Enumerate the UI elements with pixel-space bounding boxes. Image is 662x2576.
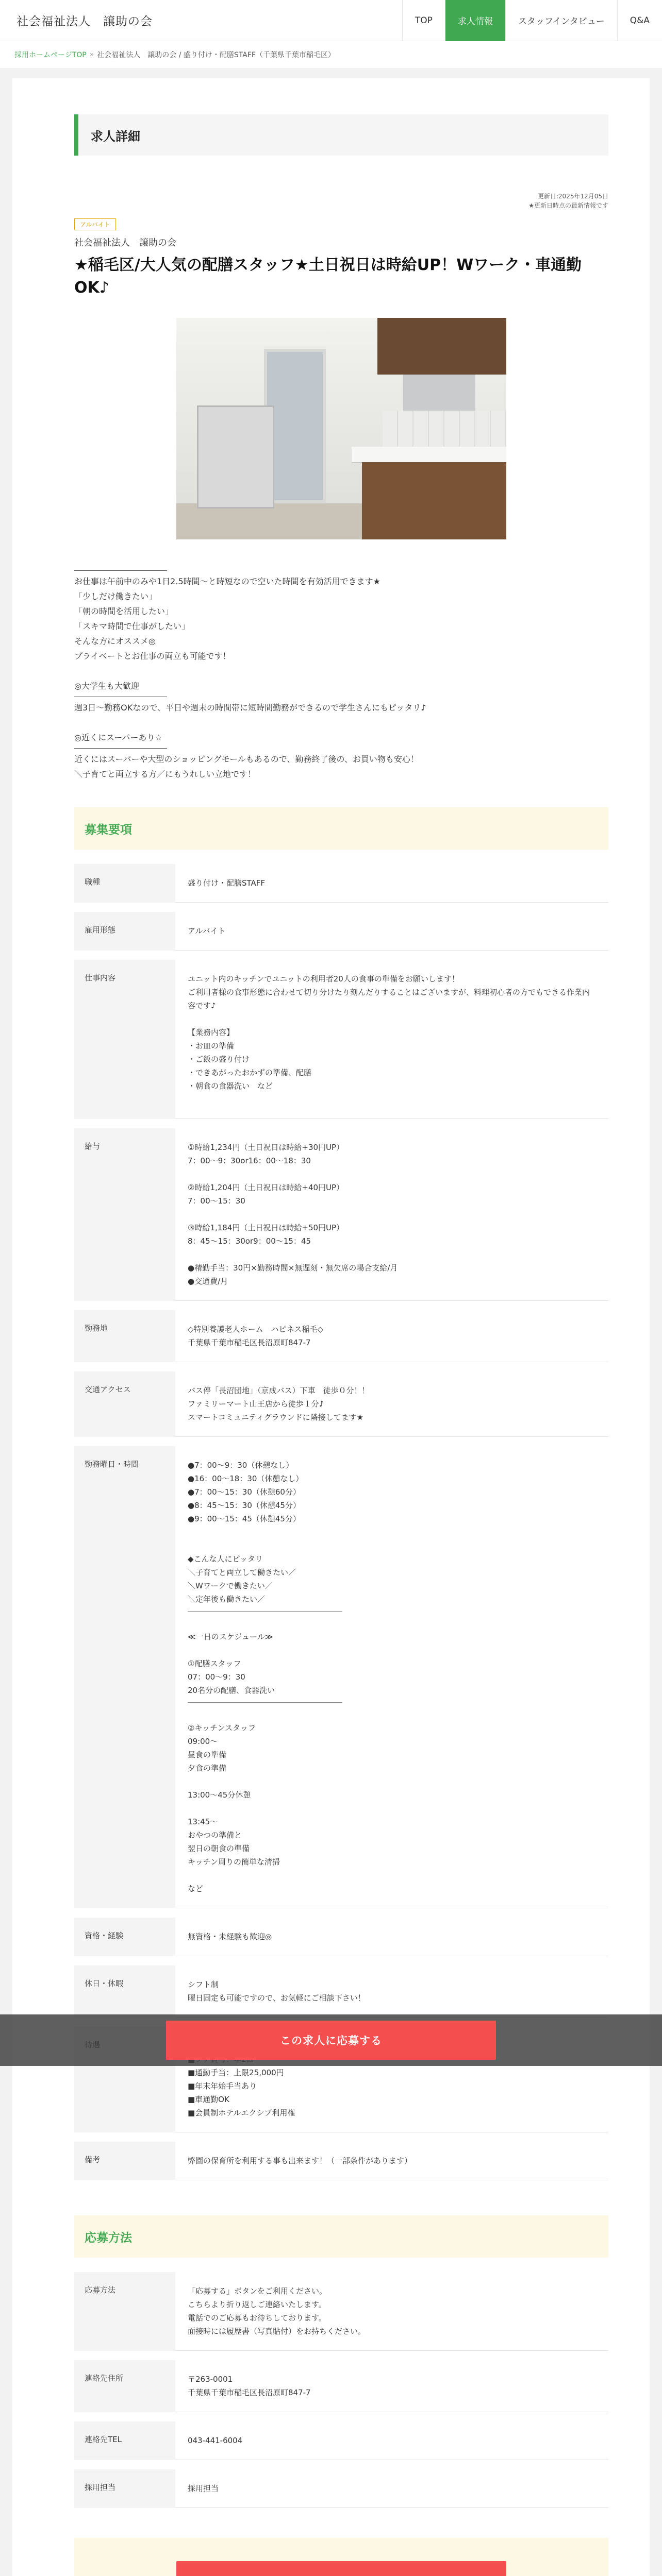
table-row: [74, 912, 608, 951]
row-value: [175, 960, 608, 1119]
spacer: [188, 1617, 596, 1630]
intro-line: ＼子育てと両立する方／にもうれしい立地です！: [74, 769, 256, 779]
spacer: [188, 1869, 596, 1882]
photo-range-hood: [403, 375, 475, 411]
value-line: 〒263-0001: [188, 2375, 233, 2384]
value-line: ②キッチンスタッフ: [188, 1723, 256, 1733]
value-line: 曜日固定も可能ですので、お気軽にご相談下さい！: [188, 1993, 366, 2003]
row-label: 連絡先住所: [74, 2360, 175, 2412]
row-value: [175, 1965, 608, 2018]
spacer: [188, 1526, 596, 1539]
value-line: ●精勤手当：30円×勤務時間×無遅刻・無欠席の場合支給/月: [188, 1263, 398, 1273]
row-label: 交通アクセス: [74, 1371, 175, 1437]
value-line: 20名分の配膳、食器洗い: [188, 1686, 275, 1695]
spacer: [188, 1012, 596, 1026]
value-line: 千葉県千葉市稲毛区長沼原町847-7: [188, 1338, 311, 1347]
table-row: [74, 1918, 608, 1956]
intro-line: 「朝の時間を活用したい」: [74, 606, 174, 616]
value-line: ユニット内のキッチンでユニットの利用者20人の食事の準備をお願いします！: [188, 974, 459, 984]
photo-tiles: [383, 411, 506, 447]
site-title[interactable]: 社会福祉法人 譲助の会: [16, 15, 153, 28]
value-line: など: [188, 1884, 204, 1893]
apply-button[interactable]: [176, 2561, 506, 2576]
breadcrumb-separator: »: [89, 50, 94, 59]
divider: [188, 1611, 342, 1612]
divider: [74, 748, 167, 749]
row-label: 資格・経験: [74, 1918, 175, 1956]
intro-line: お仕事は午前中のみや1日2.5時間〜と時短なので空いた時間を有効活用できます★: [74, 577, 380, 586]
spacer: [74, 715, 608, 730]
row-label: 勤務曜日・時間: [74, 1446, 175, 1908]
value-line: 13:00〜45分休憩: [188, 1790, 251, 1800]
value-line: 09:00〜: [188, 1737, 218, 1746]
value-line: ＼定年後も働きたい／: [188, 1595, 266, 1604]
value-line: シフト制: [188, 1980, 219, 1989]
value-line: 8：45〜15：30or9：00〜15：45: [188, 1236, 311, 1246]
spacer: [188, 1775, 596, 1788]
breadcrumb: [0, 41, 662, 68]
job-intro: [74, 570, 608, 782]
value-line: ＼Wワークで働きたい／: [188, 1581, 273, 1590]
nav-staff-interview[interactable]: スタッフインタビュー: [505, 0, 617, 41]
intro-line: 「少しだけ働きたい」: [74, 591, 157, 601]
value-line: こちらより折り返しご連絡いたします。: [188, 2300, 326, 2309]
spacer: [188, 1539, 596, 1552]
table-row: [74, 2469, 608, 2508]
requirements-heading: 募集要項: [74, 807, 608, 850]
breadcrumb-current: 社会福祉法人 譲助の会 / 盛り付け・配膳STAFF（千葉県千葉市稲毛区）: [97, 51, 335, 59]
value-line: スマートコミュニティグラウンドに隣接してます★: [188, 1413, 364, 1422]
intro-line: プライベートとお仕事の両立も可能です！: [74, 651, 231, 661]
photo-counter: [352, 447, 506, 463]
value-line: ①時給1,234円（土日祝日は時給+30円UP）: [188, 1143, 344, 1152]
row-value: アルバイト: [175, 912, 608, 951]
photo-lower-cabinet: [362, 462, 506, 539]
kitchen-photo: [176, 318, 506, 539]
value-line: ■通勤手当：上限25,000円: [188, 2068, 284, 2077]
value-line: 電話でのご応募もお待ちしております。: [188, 2313, 326, 2323]
value-line: ●9：00〜15：45（休憩45分）: [188, 1514, 301, 1523]
apply-cta-area: [74, 2538, 608, 2576]
value-line: 7：00〜15：30: [188, 1196, 245, 1206]
row-value: [175, 1446, 608, 1908]
divider: [188, 1702, 342, 1703]
value-line: ご利用者様の食事形態に合わせて切り分けたり刻んだりすることはございますが、料理初心者の方でもできる作業内容です♪: [188, 988, 590, 1010]
employer-name: 社会福祉法人 譲助の会: [74, 238, 176, 248]
value-line: 千葉県千葉市稲毛区長沼原町847-7: [188, 2388, 311, 2397]
table-row: [74, 1965, 608, 2018]
spacer: [188, 1802, 596, 1815]
value-line: ◆こんな人にピッタリ: [188, 1554, 263, 1564]
nav-top[interactable]: TOP: [402, 0, 445, 41]
intro-line: ◎近くにスーパーあり☆: [74, 733, 162, 742]
row-value: [175, 2360, 608, 2412]
value-line: ・お皿の準備: [188, 1041, 235, 1050]
intro-line: そんな方にオススメ◎: [74, 636, 156, 646]
divider: [74, 570, 167, 571]
page-heading: 求人詳細: [74, 114, 608, 156]
row-value: 無資格・未経験も歓迎◎: [175, 1918, 608, 1956]
row-value: [175, 2272, 608, 2351]
photo-upper-cabinet: [377, 318, 506, 375]
spacer: [188, 1208, 596, 1221]
value-line: 「応募する」ボタンをご利用ください。: [188, 2286, 327, 2296]
value-line: ■会員制ホテルエクシブ利用権: [188, 2108, 295, 2117]
table-row: [74, 2272, 608, 2351]
table-row: [74, 960, 608, 1119]
value-line: ■年末年始手当あり: [188, 2081, 257, 2091]
row-label: 職種: [74, 864, 175, 903]
value-line: ■車通勤OK: [188, 2095, 229, 2104]
global-nav: [402, 0, 662, 41]
value-line: 【業務内容】: [188, 1028, 235, 1037]
row-label: 採用担当: [74, 2469, 175, 2508]
row-label: 雇用形態: [74, 912, 175, 951]
value-line: ③時給1,184円（土日祝日は時給+50円UP）: [188, 1223, 344, 1232]
row-value: 盛り付け・配膳STAFF: [175, 864, 608, 903]
row-value[interactable]: 043-441-6004: [175, 2421, 608, 2460]
table-row: [74, 2142, 608, 2180]
value-line: ●16：00〜18：30（休憩なし）: [188, 1474, 304, 1483]
value-line: ●7：00〜15：30（休憩60分）: [188, 1487, 301, 1497]
table-row: [74, 1310, 608, 1362]
row-label: 休日・休暇: [74, 1965, 175, 2018]
value-line: 07：00〜9：30: [188, 1672, 245, 1682]
photo-cart: [197, 405, 274, 509]
update-info: [74, 192, 608, 210]
value-line: ●7：00〜9：30（休憩なし）: [188, 1461, 294, 1470]
row-label: 備考: [74, 2142, 175, 2180]
row-label: 応募方法: [74, 2272, 175, 2351]
value-line: 13:45〜: [188, 1817, 218, 1826]
intro-line: 週3日〜勤務OKなので、平日や週末の時間帯に短時間勤務ができるので学生さんにもピッタリ♪: [74, 703, 426, 713]
value-line: ・朝食の食器洗い など: [188, 1081, 273, 1091]
value-line: ◇特別養護老人ホーム ハピネス稲毛◇: [188, 1325, 324, 1334]
table-row: [74, 2360, 608, 2412]
spacer: [188, 1167, 596, 1181]
photo-floor: [176, 503, 362, 539]
intro-line: 近くにはスーパーや大型のショッピングモールもあるので、勤務終了後の、お買い物も安心！: [74, 754, 419, 764]
spacer: [188, 1248, 596, 1261]
row-label: 連絡先TEL: [74, 2421, 175, 2460]
spacer: [188, 1093, 596, 1106]
row-value: [175, 1128, 608, 1301]
job-detail-card: [12, 78, 650, 2576]
value-line: ・できあがったおかずの準備、配膳: [188, 1068, 312, 1077]
value-line: ●交通費/月: [188, 1277, 228, 1286]
intro-line: ◎大学生も大歓迎: [74, 681, 139, 691]
breadcrumb-home[interactable]: 採用ホームページTOP: [14, 51, 87, 59]
row-label: 仕事内容: [74, 960, 175, 1119]
spacer: [188, 1643, 596, 1657]
intro-line: 「スキマ時間で仕事がしたい」: [74, 621, 190, 631]
table-row: [74, 1446, 608, 1908]
value-line: ＼子育てと両立して働きたい／: [188, 1568, 296, 1577]
value-line: ●8：45〜15：30（休憩45分）: [188, 1501, 301, 1510]
nav-qa[interactable]: Q&A: [617, 0, 662, 41]
value-line: 昼食の準備: [188, 1750, 227, 1759]
value-line: ≪一日のスケジュール≫: [188, 1632, 273, 1641]
spacer: [74, 664, 608, 679]
spacer: [188, 1708, 596, 1721]
value-line: ファミリーマート山王店から徒歩１分♪: [188, 1399, 324, 1409]
value-line: キッチン周りの簡単な清掃: [188, 1857, 280, 1867]
row-value: 採用担当: [175, 2469, 608, 2508]
apply-heading: 応募方法: [74, 2215, 608, 2258]
table-row: [74, 2421, 608, 2460]
updated-date: 更新日:2025年12月05日: [537, 193, 608, 200]
value-line: 面接時には履歴書（写真貼付）をお持ちください。: [188, 2327, 366, 2336]
row-label: 給与: [74, 1128, 175, 1301]
site-header: [0, 0, 662, 41]
row-value: 弊園の保育所を利用する事も出来ます！（一部条件があります）: [175, 2142, 608, 2180]
value-line: 夕食の準備: [188, 1764, 227, 1773]
job-title: ★稲毛区/大人気の配膳スタッフ★土日祝日は時給UP！Wワーク・車通勤OK♪: [74, 256, 582, 297]
value-line: ②時給1,204円（土日祝日は時給+40円UP）: [188, 1183, 344, 1192]
updated-note: ★更新日時点の最新情報です: [528, 202, 608, 209]
row-label: 勤務地: [74, 1310, 175, 1362]
row-value: [175, 1310, 608, 1362]
value-line: 7：00〜9：30or16：00〜18：30: [188, 1156, 311, 1165]
value-line: 翌日の朝食の準備: [188, 1844, 250, 1853]
value-line: ・ご飯の盛り付け: [188, 1055, 250, 1064]
apply-table: [74, 2263, 608, 2517]
table-row: [74, 1128, 608, 1301]
nav-jobs[interactable]: 求人情報: [445, 0, 505, 41]
requirements-table: [74, 855, 608, 2190]
table-row: [74, 864, 608, 903]
employment-badge: アルバイト: [74, 218, 116, 230]
row-value: [175, 1371, 608, 1437]
table-row: [74, 1371, 608, 1437]
sticky-apply-bar: [0, 2014, 662, 2066]
value-line: バス停「長沼団地」（京成バス）下車 徒歩０分！！: [188, 1386, 370, 1395]
value-line: ①配膳スタッフ: [188, 1659, 241, 1668]
sticky-apply-button[interactable]: この求人に応募する: [166, 2021, 496, 2060]
value-line: おやつの準備と: [188, 1831, 242, 1840]
